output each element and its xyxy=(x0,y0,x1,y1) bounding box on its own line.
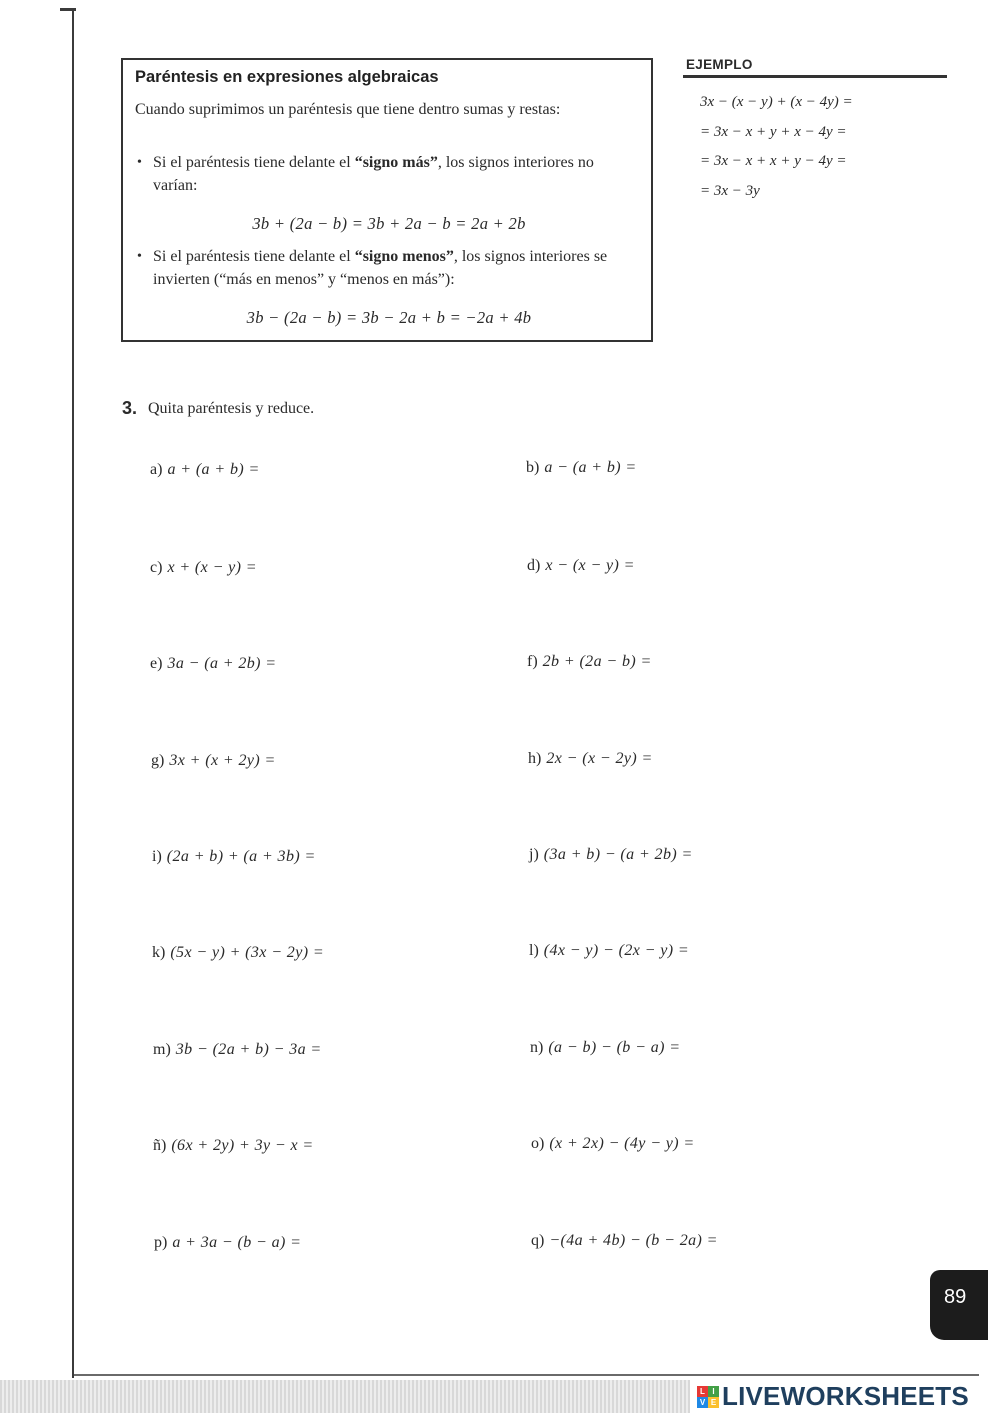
example-step: = 3x − 3y xyxy=(700,182,760,199)
exercise-item-o: o) (x + 2x) − (4y − y) = xyxy=(531,1135,695,1152)
exercise-item-ntilde: ñ) (6x + 2y) + 3y − x = xyxy=(153,1137,314,1154)
example-step: = 3x − x + y + x − 4y = xyxy=(700,123,847,140)
exercise-item-g: g) 3x + (x + 2y) = xyxy=(151,752,276,769)
theory-bullet-minus xyxy=(137,245,642,291)
example-title: EJEMPLO xyxy=(686,57,753,72)
exercise-item-i: i) (2a + b) + (a + 3b) = xyxy=(152,848,316,865)
theory-formula-plus: 3b + (2a − b) = 3b + 2a − b = 2a + 2b xyxy=(252,214,526,233)
theory-intro: Cuando suprimimos un paréntesis que tiene dentro sumas y restas: xyxy=(135,101,561,118)
exercise-item-h: h) 2x − (x − 2y) = xyxy=(528,750,653,767)
theory-box xyxy=(121,58,653,342)
example-steps xyxy=(700,88,853,206)
bullet-text: Si el paréntesis tiene delante el “signo más”, los signos interiores no varían: xyxy=(153,154,594,194)
exercise-item-m: m) 3b − (2a + b) − 3a = xyxy=(153,1041,322,1058)
exercise-item-j: j) (3a + b) − (a + 2b) = xyxy=(529,846,693,863)
liveworksheets-brand xyxy=(697,1381,969,1412)
exercise-item-k: k) (5x − y) + (3x − 2y) = xyxy=(152,944,325,961)
brand-text: LIVEWORKSHEETS xyxy=(722,1381,969,1411)
theory-formula-minus: 3b − (2a − b) = 3b − 2a + b = −2a + 4b xyxy=(246,308,532,327)
exercise-item-l: l) (4x − y) − (2x − y) = xyxy=(529,942,690,959)
exercise-item-e: e) 3a − (a + 2b) = xyxy=(150,655,277,672)
exercise-item-c: c) x + (x − y) = xyxy=(150,559,257,576)
bullet-dot-icon: • xyxy=(137,249,142,264)
exercise-item-b: b) a − (a + b) = xyxy=(526,459,637,476)
exercise-statement: Quita paréntesis y reduce. xyxy=(148,400,315,417)
exercise-item-d: d) x − (x − y) = xyxy=(527,557,635,574)
exercise-item-n: n) (a − b) − (b − a) = xyxy=(530,1039,681,1056)
theory-bullet-plus xyxy=(137,151,642,197)
theory-title: Paréntesis en expresiones algebraicas xyxy=(135,68,439,86)
page-bottom-line xyxy=(74,1374,979,1376)
exercise-number: 3. xyxy=(122,398,138,418)
example-rule xyxy=(683,75,947,78)
exercise-item-q: q) −(4a + 4b) − (b − 2a) = xyxy=(531,1232,718,1249)
bullet-dot-icon: • xyxy=(137,155,142,170)
exercise-item-a: a) a + (a + b) = xyxy=(150,461,260,478)
exercise-item-f: f) 2b + (2a − b) = xyxy=(527,653,652,670)
scan-band xyxy=(0,1380,690,1413)
example-step: = 3x − x + x + y − 4y = xyxy=(700,153,847,169)
example-step: 3x − (x − y) + (x − 4y) = xyxy=(700,94,853,110)
liveworksheets-logo-icon: L I V E xyxy=(697,1386,719,1408)
bullet-text: Si el paréntesis tiene delante el “signo menos”, los signos interiores se invierten (“más en menos” y “menos en más”): xyxy=(153,248,608,288)
binding-line xyxy=(72,8,74,1378)
page-number: 89 xyxy=(944,1286,967,1308)
exercise-item-p: p) a + 3a − (b − a) = xyxy=(154,1234,302,1251)
